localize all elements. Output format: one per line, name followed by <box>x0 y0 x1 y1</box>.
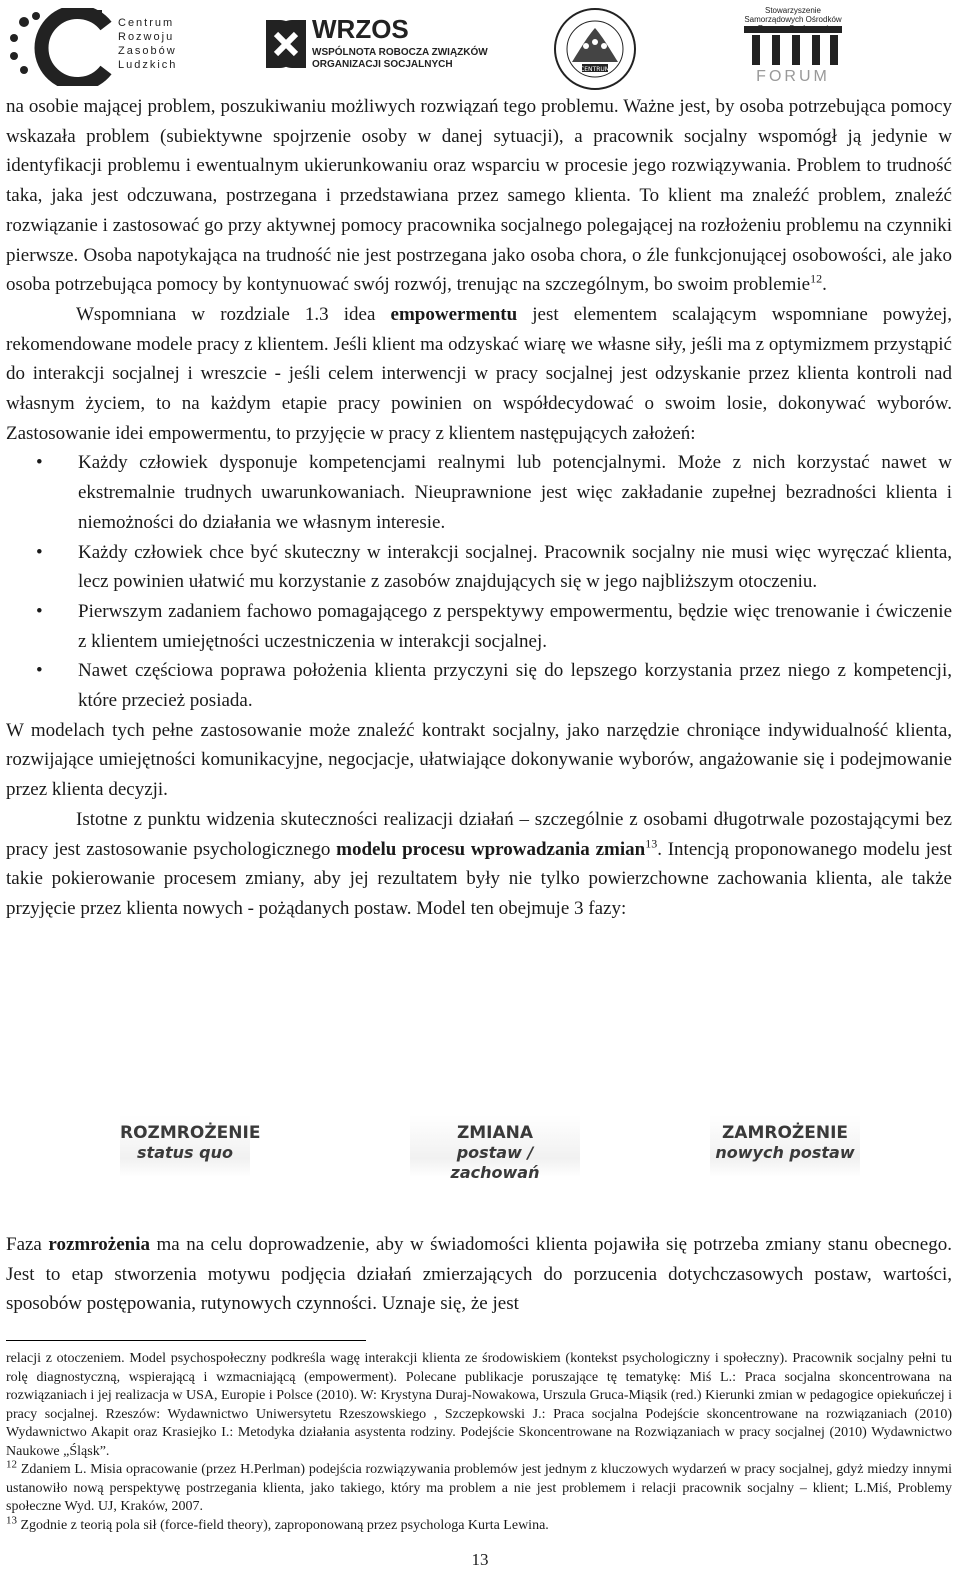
list-item-text: Nawet częściowa poprawa położenia klienta przyczyni się do lepszego korzystania przez niego z kompetencji, które przecież posiada. <box>78 660 952 712</box>
unfreeze-term: rozmrożenia <box>48 1234 151 1255</box>
footnote-continued: relacji z otoczeniem. Model psychospołeczny podkreśla wagę interakcji klienta ze środowiskiem (kontekst psychologiczny i społeczny). Pracownik socjalny pełni tu rolę diagnostyczną, wspierającą i wzmacniającą (empowerment). Polecane publikacje poruszające tę tematykę: Miś L.: Praca socjalna skoncentrowana na rozwiązaniach i jej realizacja w USA, Europie i Polsce (2010). W: Krystyna Duraj-Nowakowa, Urszula Gruca-Miąsik (red.) Kierunki zmian w pedagogice opiekuńczej i pracy socjalnej. Rzeszów: Wydawnictwo Uniwersytetu Rzeszowskiego , Szczepkowski J.: Praca socjalna Podejście skoncentrowane na rozwiązaniach (2010) Wydawnictwo Akapit oraz Krasiejko I.: Metodyka działania asystenta rodziny. Podejście Skoncentrowane na Rozwiązaniach w pracy socjalnej (2010) Wydawnictwo Naukowe „Śląsk”. <box>6 1351 952 1459</box>
paragraph-1-end: . <box>822 274 827 296</box>
phase-title: ZAMROŻENIE <box>721 1123 849 1143</box>
post-diagram-text <box>6 1230 952 1319</box>
paragraph-1-text: na osobie mającej problem, poszukiwaniu możliwych rozwiązań tego problemu. Ważne jest, by osoba potrzebująca pomocy wskazała problem (subiektywne spojrzenie osoby w danej sytuacji), a pracownik socjalny wspomógł ją jedynie w identyfikacji problemu i ewentualnym ukierunkowaniu oraz wsparciu w procesie jego rozwiązywania. Problem to trudność taka, jaka jest odczuwana, postrzegana i przedstawiana przez samego klienta. To klient ma znaleźć problem, znaleźć rozwiązanie i zastosować go przy aktywnej pomocy pracownika socjalnego polegającej na rozłożeniu problemu na czynniki pierwsze. Osoba napotykająca na trudność nie jest postrzegana jako osoba chora, o źle funkcjonującej osobowości, ale jako osoba potrzebująca pomocy by kontynuować swój rozwój, trenując na szczególnym, bo swoim problemie <box>6 96 952 296</box>
paragraph-4-lead: Istotne z punktu widzenia skuteczności realizacji działań – szczególnie z osobami długotrwale pozostającymi bez pracy jest zastosowanie psychologicznego <box>6 808 952 860</box>
phase-subtitle: status quo <box>137 1143 233 1162</box>
wrzos-logo <box>262 14 502 78</box>
change-model-term: modelu procesu wprowadzania zmian <box>336 838 646 860</box>
page-header <box>0 0 960 90</box>
paragraph-5-lead: Faza <box>6 1234 49 1255</box>
crzl-line-2: Rozwoju <box>118 31 175 43</box>
bullet-icon: • <box>36 660 43 682</box>
paragraph-2-text: jest elementem scalającym wspomniane powyżej, rekomendowane modele pracy z klientem. Jeśli klient ma odzyskać wiarę we własne siły, jeśli ma z optymizmem przystąpić do interakcji socjalnej i wreszcie - jeśli celem interwencji w pracy socjalnej jest odzyskanie przez klienta kontroli nad własnym życiem, to na każdym etapie pracy powinien on współdecydować o swoim losie, dokonywać wyborów. Zastosowanie idei empowermentu, to przyjęcie w pracy z klientem następujących założeń: <box>6 303 952 444</box>
wrzos-subtitle: WSPÓLNOTA ROBOCZA ZWIĄZKÓW ORGANIZACJI SOCJALNYCH <box>312 47 488 70</box>
phase-title: ROZMROŻENIE <box>120 1123 261 1143</box>
footnote-13-mark: 13 <box>6 1513 17 1526</box>
bullet-icon: • <box>36 452 43 474</box>
bullet-icon: • <box>36 600 43 622</box>
phase-title: ZMIANA <box>456 1123 534 1143</box>
footnote-13-text: Zgodnie z teorią pola sił (force-field theory), zaproponowaną przez psychologa Kurta Lewina. <box>20 1517 549 1533</box>
paragraph-1 <box>6 92 952 300</box>
centrum-seal-icon <box>552 6 638 92</box>
footnote-12-text: Zdaniem L. Misia opracowanie (przez H.Perlman) podejścia rozwiązywania problemów jest jednym z kluczowych wydarzeń w pracy socjalnej, gdyż miedzy innymi ustanowiło nową perspektywę postrzegania klienta, jako takiego, który ma problem a nie jest problemem i relacji pracownik socjalny – klient; L.Miś, Problemy społeczne Wyd. UJ, Kraków, 2007. <box>6 1462 953 1514</box>
crzl-emblem-icon <box>8 8 118 86</box>
main-text <box>6 92 952 924</box>
forum-wordmark: FORUM <box>756 68 830 85</box>
empowerment-term: empowermentu <box>390 303 518 325</box>
crzl-line-4: Ludzkich <box>118 59 178 71</box>
forum-logo <box>738 6 848 86</box>
footnote-13 <box>6 1513 952 1536</box>
phase-refreeze <box>710 1115 860 1177</box>
phase-change <box>410 1115 580 1182</box>
paragraph-3: W modelach tych pełne zastosowanie może znaleźć kontrakt socjalny, jako narzędzie chroniące indywidualność klienta, rozwijające umiejętności komunikacyjne, negocjacje, ułatwiające dokonywanie wyborów, angażowanie się i podejmowanie przez klienta decyzji. <box>6 719 952 801</box>
list-item-text: Każdy człowiek dysponuje kompetencjami realnymi lub potencjalnymi. Może z nich korzystać nawet w ekstremalnie trudnych uwarunkowaniach. Nieuprawnione jest więc zakładanie zupełnej bezradności klienta i niemożności do działania we własnym interesie. <box>78 452 952 533</box>
crzl-line-3: Zasobów <box>118 45 177 57</box>
footnote-separator <box>6 1340 366 1341</box>
paragraph-2 <box>6 300 952 449</box>
assumptions-list <box>6 448 952 715</box>
page-number: 13 <box>471 1550 489 1569</box>
change-phases-diagram <box>120 1115 855 1195</box>
paragraph-4 <box>6 805 952 924</box>
phase-subtitle: postaw / zachowań <box>450 1143 540 1182</box>
footnote-ref-12: 12 <box>810 271 823 286</box>
footnote-12 <box>6 1458 953 1517</box>
list-item <box>6 538 952 597</box>
centrum-seal-label: CENTRUM <box>580 66 610 73</box>
footnotes <box>6 1350 952 1535</box>
list-item <box>6 656 952 715</box>
footnote-ref-13: 13 <box>645 836 658 851</box>
bullet-icon: • <box>36 541 43 563</box>
centrum-seal-logo <box>552 6 638 92</box>
list-item <box>6 597 952 656</box>
paragraph-5 <box>6 1230 952 1319</box>
list-item <box>6 448 952 537</box>
wrzos-emblem-icon <box>262 14 310 74</box>
phase-unfreeze <box>120 1115 261 1177</box>
paragraph-2-lead: Wspomniana w rozdziale 1.3 idea <box>76 303 391 325</box>
crzl-line-1: Centrum <box>118 17 175 29</box>
phase-subtitle: nowych postaw <box>715 1143 855 1162</box>
footnote-12-mark: 12 <box>6 1458 17 1471</box>
paragraph-5-text: ma na celu doprowadzenie, aby w świadomości klienta pojawiła się potrzeba zmiany stanu obecnego. Jest to etap stworzenia motywu podjęcia działań zmierzających do porzucenia dotychczasowych postaw, wartości, sposobów postępowania, rutynowych czynności. Uznaje się, że jest <box>6 1234 952 1315</box>
list-item-text: Pierwszym zadaniem fachowo pomagającego z perspektywy empowermentu, będzie więc trenowanie i ćwiczenie z klientem umiejętności uczestniczenia w interakcji socjalnej. <box>78 600 952 652</box>
list-item-text: Każdy człowiek chce być skuteczny w interakcji socjalnej. Pracownik socjalny nie musi więc wyręczać klienta, lecz powinien ułatwić mu korzystanie z zasobów znajdujących się w jego najbliższym otoczeniu. <box>78 541 952 593</box>
forum-org-name: Stowarzyszenie Samorządowych Ośrodków <box>744 6 842 24</box>
forum-columns-icon <box>744 26 842 68</box>
wrzos-title: WRZOS <box>312 14 409 44</box>
crzl-logo <box>8 8 178 78</box>
paragraph-4-text: . Intencją proponowanego modelu jest takie pokierowanie procesem zmiany, aby jej rezultatem były nie tylko powierzchowne zachowania klienta, ale także przyjęcie przez klienta nowych - pożądanych postaw. Model ten obejmuje 3 fazy: <box>6 838 952 919</box>
